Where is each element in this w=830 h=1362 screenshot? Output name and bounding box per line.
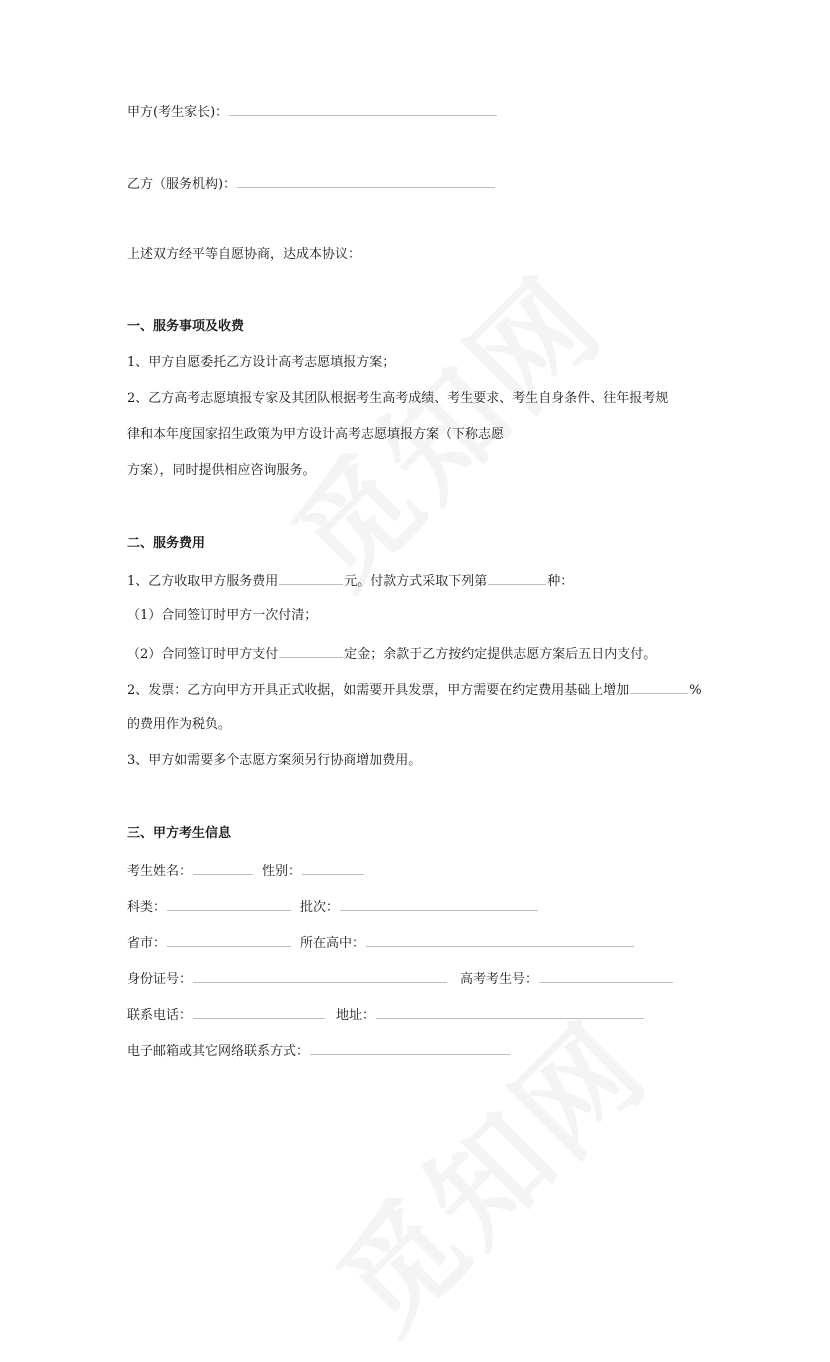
address-blank[interactable] xyxy=(376,1006,644,1019)
section2-item1-b: 元。付款方式采取下列第 xyxy=(344,574,488,589)
section2-option2 xyxy=(127,645,656,663)
party-b-blank[interactable] xyxy=(237,175,495,188)
province-blank[interactable] xyxy=(167,934,291,947)
email-label: 电子邮箱或其它网络联系方式： xyxy=(127,1044,310,1059)
section2-item1 xyxy=(127,572,573,590)
section1-item2-line2: 律和本年度国家招生政策为甲方设计高考志愿填报方案（下称志愿 xyxy=(127,427,505,442)
section2-item1-c: 种： xyxy=(547,574,574,589)
subject-label: 科类： xyxy=(127,900,167,915)
batch-label: 批次： xyxy=(300,900,340,915)
subject-batch-row xyxy=(127,898,539,916)
watermark-bottom xyxy=(294,978,677,1361)
agreement-intro: 上述双方经平等自愿协商，达成本协议： xyxy=(127,247,362,262)
section2-option2-b: 定金；余款于乙方按约定提供志愿方案后五日内支付。 xyxy=(344,647,657,662)
party-b-label: 乙方（服务机构)： xyxy=(127,177,237,192)
section2-item2 xyxy=(127,681,702,699)
watermark-top xyxy=(249,233,632,616)
phone-blank[interactable] xyxy=(193,1006,325,1019)
section2-option1: （1）合同签订时甲方一次付清； xyxy=(127,608,318,623)
name-gender-row xyxy=(127,862,365,880)
party-b-row xyxy=(127,175,496,193)
party-a-blank[interactable] xyxy=(229,103,497,116)
section2-item1-a: 1、乙方收取甲方服务费用 xyxy=(127,574,279,589)
section2-item2-line2: 的费用作为税负。 xyxy=(127,717,232,732)
section2-title: 二、服务费用 xyxy=(127,536,206,551)
province-school-row xyxy=(127,934,635,952)
gender-label: 性别： xyxy=(262,864,302,879)
section2-item3: 3、甲方如需要多个志愿方案须另行协商增加费用。 xyxy=(127,753,422,768)
fee-amount-blank[interactable] xyxy=(279,572,343,585)
name-blank[interactable] xyxy=(193,862,253,875)
email-row xyxy=(127,1042,511,1060)
party-a-label: 甲方(考生家长)： xyxy=(127,105,229,120)
province-label: 省市： xyxy=(127,936,167,951)
address-label: 地址： xyxy=(336,1008,376,1023)
exam-no-label: 高考考生号： xyxy=(460,972,539,987)
section3-title: 三、甲方考生信息 xyxy=(127,826,232,841)
section2-item2-b: % xyxy=(689,683,702,698)
email-blank[interactable] xyxy=(310,1042,510,1055)
id-examno-row xyxy=(127,970,674,988)
phone-address-row xyxy=(127,1006,645,1024)
section1-item2-line3: 方案），同时提供相应咨询服务。 xyxy=(127,463,316,478)
deposit-blank[interactable] xyxy=(279,645,343,658)
section2-item2-a: 2、发票：乙方向甲方开具正式收据，如需要开具发票，甲方需要在约定费用基础上增加 xyxy=(127,683,630,698)
section1-title: 一、服务事项及收费 xyxy=(127,319,245,334)
batch-blank[interactable] xyxy=(340,898,538,911)
school-label: 所在高中： xyxy=(300,936,366,951)
exam-no-blank[interactable] xyxy=(539,970,673,983)
gender-blank[interactable] xyxy=(302,862,364,875)
section1-item2-line1: 2、乙方高考志愿填报专家及其团队根据考生高考成绩、考生要求、考生自身条件、往年报考规 xyxy=(127,391,669,406)
section2-option2-a: （2）合同签订时甲方支付 xyxy=(127,647,279,662)
name-label: 考生姓名： xyxy=(127,864,193,879)
tax-percent-blank[interactable] xyxy=(630,681,688,694)
school-blank[interactable] xyxy=(366,934,634,947)
party-a-row xyxy=(127,103,498,121)
phone-label: 联系电话： xyxy=(127,1008,193,1023)
id-blank[interactable] xyxy=(193,970,447,983)
payment-option-blank[interactable] xyxy=(488,572,546,585)
subject-blank[interactable] xyxy=(167,898,291,911)
id-label: 身份证号： xyxy=(127,972,193,987)
section1-item1: 1、甲方自愿委托乙方设计高考志愿填报方案； xyxy=(127,355,396,370)
